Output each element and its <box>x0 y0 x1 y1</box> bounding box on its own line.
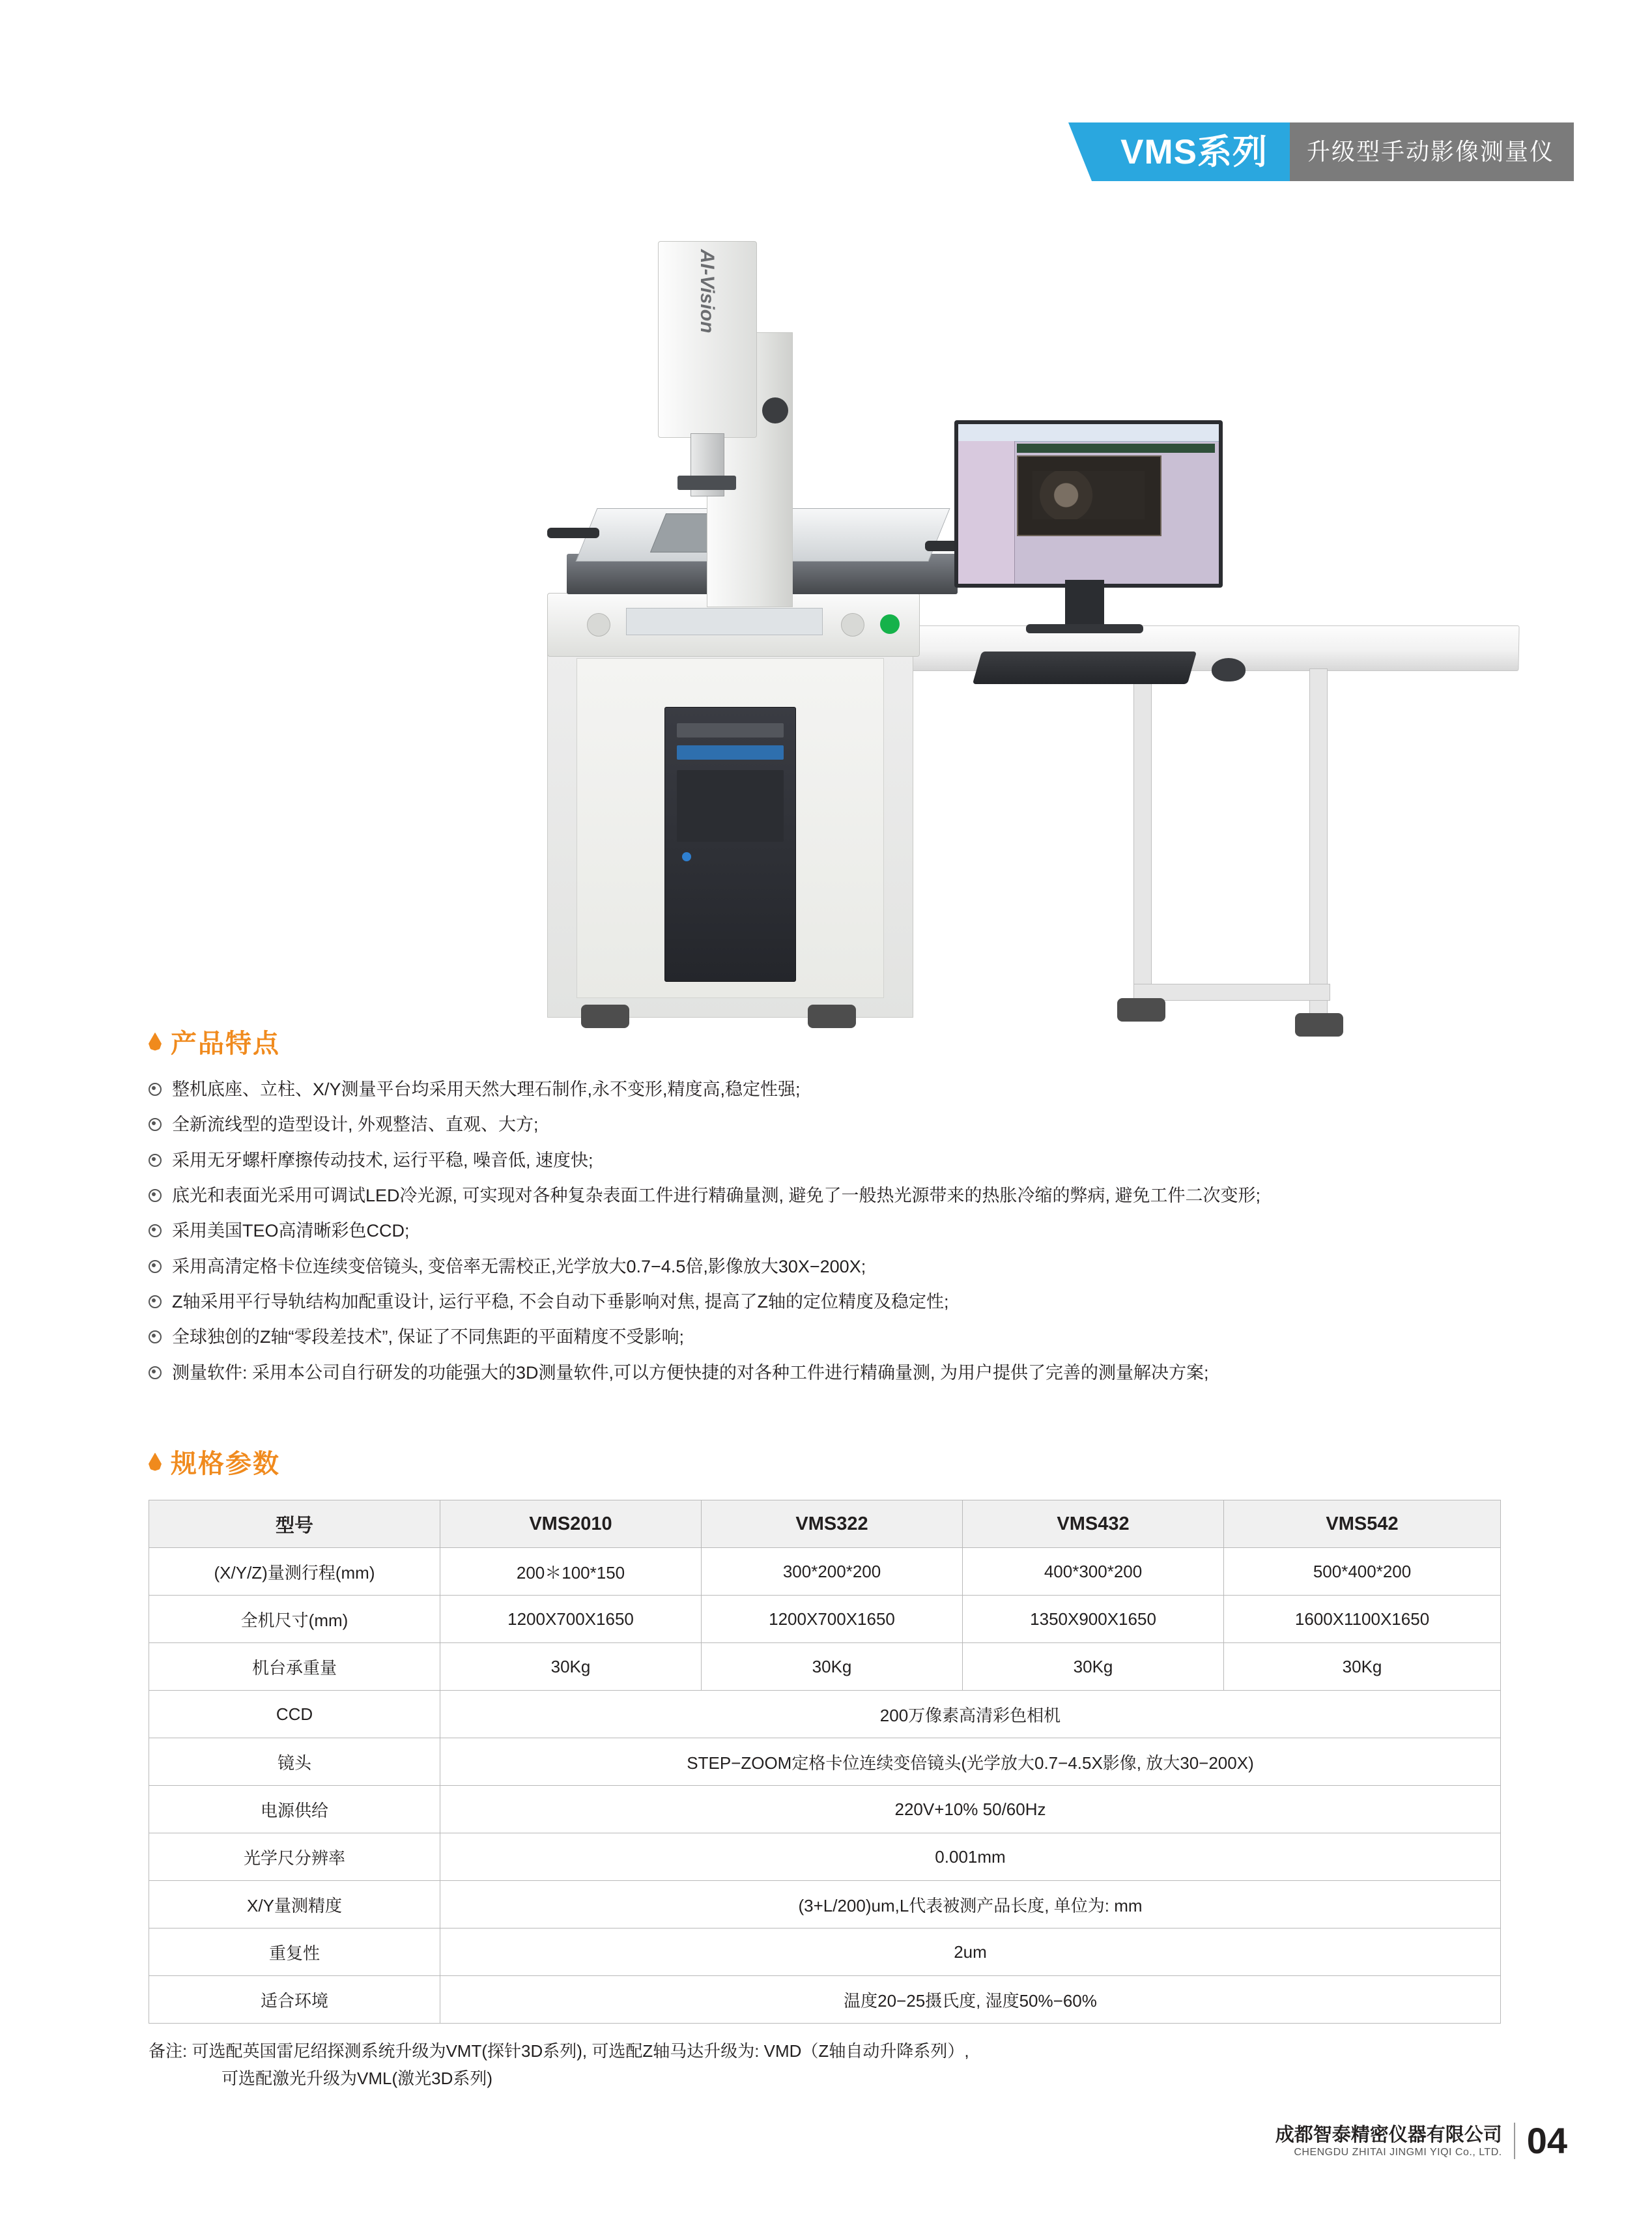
product-photo <box>352 202 1316 971</box>
row-label: 适合环境 <box>149 1976 440 2024</box>
company-name-en: CHENGDU ZHITAI JINGMI YIQI Co., LTD. <box>1294 2147 1502 2158</box>
table-cell: STEP−ZOOM定格卡位连续变倍镜头(光学放大0.7−4.5X影像, 放大30−200X) <box>440 1738 1501 1786</box>
column-header-vms542: VMS542 <box>1224 1500 1501 1548</box>
column-header-vms432: VMS432 <box>963 1500 1224 1548</box>
droplet-icon <box>149 1033 162 1051</box>
row-label: CCD <box>149 1691 440 1738</box>
row-label: 电源供给 <box>149 1786 440 1833</box>
list-item <box>149 1360 1260 1385</box>
machine-brand-label: AI-Vision <box>696 249 718 334</box>
features-heading <box>149 1023 1260 1060</box>
spec-table <box>149 1500 1501 2024</box>
table-row <box>149 1596 1501 1643</box>
pc-front-panel <box>677 745 784 760</box>
pc-drive-bay <box>677 723 784 738</box>
feature-text: Z轴采用平行导轨结构加配重设计, 运行平稳, 不会自动下垂影响对焦, 提高了Z轴的定位精度及稳定性; <box>172 1291 949 1312</box>
column-header-model: 型号 <box>149 1500 440 1548</box>
table-row <box>149 1643 1501 1691</box>
table-row <box>149 1548 1501 1596</box>
circle-bullet-icon <box>149 1224 162 1237</box>
table-cell: 30Kg <box>702 1643 963 1691</box>
feature-text: 全球独创的Z轴“零段差技术”, 保证了不同焦距的平面精度不受影响; <box>172 1327 684 1347</box>
table-cell: 温度20−25摄氏度, 湿度50%−60% <box>440 1976 1501 2024</box>
series-subtitle-block <box>1290 122 1574 181</box>
desk-leg-crossbar <box>1133 984 1330 1001</box>
pc-power-led <box>682 852 691 861</box>
spec-title: 规格参数 <box>171 1450 280 1478</box>
desk-foot-left <box>1117 998 1165 1022</box>
circle-bullet-icon <box>149 1154 162 1167</box>
monitor-screen <box>958 424 1219 584</box>
table-cell: 1350X900X1650 <box>963 1596 1224 1643</box>
table-row <box>149 1881 1501 1928</box>
monitor <box>954 420 1223 588</box>
control-knob-left[interactable] <box>587 613 610 637</box>
features-list <box>149 1077 1260 1385</box>
software-titlebar <box>958 424 1219 442</box>
list-item <box>149 1077 1260 1102</box>
list-item <box>149 1148 1260 1173</box>
stage-handle-left[interactable] <box>547 528 599 538</box>
series-title: VMS系列 <box>1120 132 1268 171</box>
circle-bullet-icon <box>149 1083 162 1096</box>
table-row <box>149 1833 1501 1881</box>
table-cell: 200万像素高清彩色相机 <box>440 1691 1501 1738</box>
circle-bullet-icon <box>149 1366 162 1379</box>
circle-bullet-icon <box>149 1295 162 1308</box>
spec-note-line2: 可选配激光升级为VML(激光3D系列) <box>221 2068 493 2088</box>
feature-text: 全新流线型的造型设计, 外观整洁、直观、大方; <box>172 1115 539 1135</box>
list-item <box>149 1289 1260 1314</box>
table-cell: 1600X1100X1650 <box>1224 1596 1501 1643</box>
table-cell: 200＊100*150 <box>440 1548 702 1596</box>
circle-bullet-icon <box>149 1330 162 1343</box>
table-cell: 30Kg <box>963 1643 1224 1691</box>
circle-bullet-icon <box>149 1118 162 1131</box>
table-cell: 500*400*200 <box>1224 1548 1501 1596</box>
company-block <box>1275 2123 1502 2158</box>
column-header-vms322: VMS322 <box>702 1500 963 1548</box>
table-cell: (3+L/200)um,L代表被测产品长度, 单位为: mm <box>440 1881 1501 1928</box>
feature-text: 测量软件: 采用本公司自行研发的功能强大的3D测量软件,可以方便快捷的对各种工件进行精确量测, 为用户提供了完善的测量解决方案; <box>172 1362 1209 1383</box>
table-cell: 300*200*200 <box>702 1548 963 1596</box>
series-title-block <box>1092 122 1290 181</box>
feature-text: 底光和表面光采用可调试LED冷光源, 可实现对各种复杂表面工件进行精确量测, 避免了一般热光源带来的热胀冷缩的弊病, 避免工件二次变形; <box>172 1185 1261 1205</box>
monitor-base <box>1026 624 1143 633</box>
table-cell: 400*300*200 <box>963 1548 1224 1596</box>
control-knob-right[interactable] <box>841 613 864 637</box>
feature-text: 整机底座、立柱、X/Y测量平台均采用天然大理石制作,永不变形,精度高,稳定性强; <box>172 1080 801 1099</box>
spec-heading <box>149 1443 1501 1480</box>
row-label: X/Y量测精度 <box>149 1881 440 1928</box>
circle-bullet-icon <box>149 1260 162 1273</box>
footer-divider <box>1514 2123 1515 2159</box>
row-label: 镜头 <box>149 1738 440 1786</box>
page-footer <box>1275 2120 1567 2161</box>
software-image-view <box>1017 455 1161 536</box>
company-name-cn: 成都智泰精密仪器有限公司 <box>1275 2124 1502 2145</box>
software-toolbar <box>1017 444 1215 453</box>
table-header-row <box>149 1500 1501 1548</box>
column-header-vms2010: VMS2010 <box>440 1500 702 1548</box>
list-item <box>149 1183 1260 1208</box>
row-label: 机台承重量 <box>149 1643 440 1691</box>
z-axis-knob[interactable] <box>762 397 788 423</box>
row-label: 重复性 <box>149 1928 440 1976</box>
table-cell: 30Kg <box>440 1643 702 1691</box>
desk-foot-right <box>1295 1013 1343 1037</box>
spec-note-line1: 备注: 可选配英国雷尼绍探测系统升级为VMT(探针3D系列), 可选配Z轴马达升级为: VMD（Z轴自动升降系列）, <box>149 2041 969 2061</box>
feature-text: 采用高清定格卡位连续变倍镜头, 变倍率无需校正,光学放大0.7−4.5倍,影像放大30X−200X; <box>172 1256 866 1276</box>
table-cell: 30Kg <box>1224 1643 1501 1691</box>
features-title: 产品特点 <box>171 1029 280 1058</box>
page-number: 04 <box>1526 2120 1567 2161</box>
mouse <box>1212 658 1246 681</box>
table-row <box>149 1786 1501 1833</box>
feature-text: 采用美国TEO高清晰彩色CCD; <box>172 1221 410 1241</box>
feature-text: 采用无牙螺杆摩擦传动技术, 运行平稳, 噪音低, 速度快; <box>172 1150 593 1170</box>
pc-front-vent <box>677 770 784 842</box>
table-cell: 220V+10% 50/60Hz <box>440 1786 1501 1833</box>
circle-bullet-icon <box>149 1189 162 1202</box>
row-label: (X/Y/Z)量测行程(mm) <box>149 1548 440 1596</box>
features-section <box>149 1023 1260 1396</box>
desk-leg-right <box>1309 668 1328 1022</box>
table-cell: 1200X700X1650 <box>702 1596 963 1643</box>
page-header-banner <box>1092 122 1574 181</box>
list-item <box>149 1218 1260 1243</box>
table-row <box>149 1738 1501 1786</box>
row-label: 全机尺寸(mm) <box>149 1596 440 1643</box>
list-item <box>149 1325 1260 1349</box>
software-sidebar <box>958 441 1015 584</box>
series-subtitle: 升级型手动影像测量仪 <box>1306 138 1554 165</box>
monitor-stand <box>1065 580 1104 625</box>
row-label: 光学尺分辨率 <box>149 1833 440 1881</box>
power-button[interactable] <box>880 614 900 634</box>
spec-section <box>149 1443 1501 2092</box>
desk-leg-left <box>1133 668 1152 1009</box>
table-cell: 2um <box>440 1928 1501 1976</box>
list-item <box>149 1254 1260 1279</box>
keyboard <box>973 652 1197 684</box>
table-cell: 1200X700X1650 <box>440 1596 702 1643</box>
list-item <box>149 1112 1260 1137</box>
droplet-icon <box>149 1453 162 1471</box>
table-row <box>149 1928 1501 1976</box>
lens-ring <box>677 476 736 490</box>
table-cell: 0.001mm <box>440 1833 1501 1881</box>
table-row <box>149 1691 1501 1738</box>
pc-tower <box>664 707 796 982</box>
spec-note <box>149 2038 1501 2092</box>
table-row <box>149 1976 1501 2024</box>
control-panel-display <box>626 608 823 635</box>
